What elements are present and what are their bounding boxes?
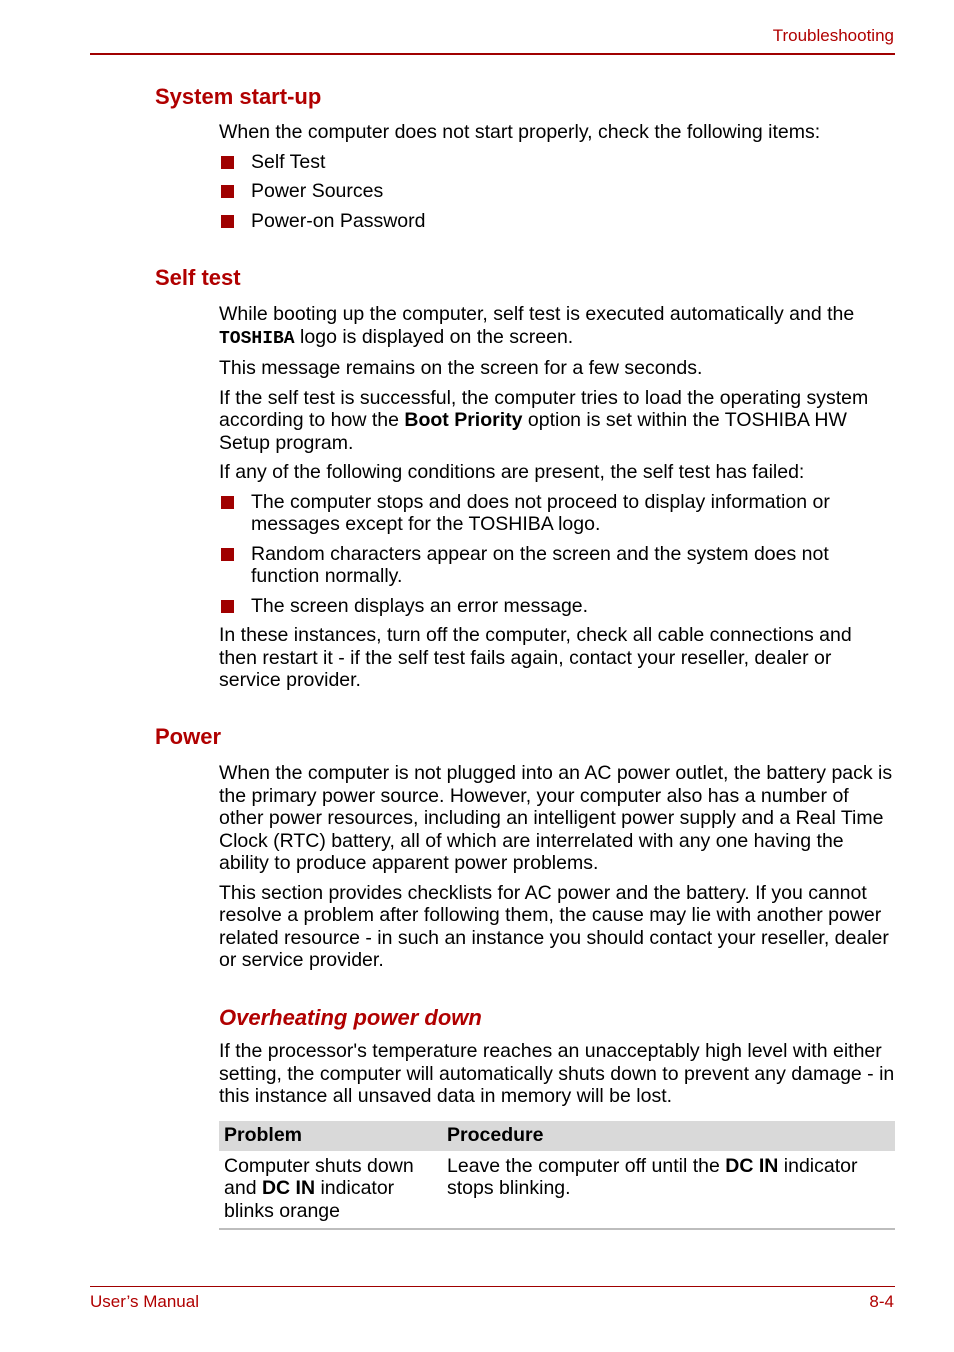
- list-item: Self Test: [219, 151, 895, 174]
- header-section-title: Troubleshooting: [772, 26, 894, 45]
- self-test-section: [219, 303, 895, 699]
- footer-page-number: 8-4: [869, 1292, 894, 1311]
- self-test-paragraph-4: If any of the following conditions are present, the self test has failed:: [219, 461, 805, 483]
- table-row: [219, 1151, 895, 1230]
- table-header-row: [219, 1121, 895, 1151]
- bullet-square-icon: [221, 215, 234, 228]
- list-item: Random characters appear on the screen and the system does not function normally.: [219, 543, 895, 588]
- bullet-square-icon: [221, 600, 234, 613]
- self-test-paragraph-5: In these instances, turn off the computer, check all cable connections and then restart it - if the self test fails again, contact your reseller, dealer or service provider.: [219, 624, 852, 691]
- list-item: Power-on Password: [219, 210, 895, 233]
- self-test-failure-list: [219, 491, 895, 618]
- toshiba-logo-text: TOSHIBA: [219, 328, 295, 349]
- power-paragraph-1: When the computer is not plugged into an AC power outlet, the battery pack is the primary power source. However, your computer also has a number of other power resources, including an intelligent power supply and a Real Time Clock (RTC) battery, all of which are interrelated with any one having the ability to produce apparent power problems.: [219, 762, 893, 874]
- power-paragraph-2: This section provides checklists for AC power and the battery. If you cannot resolve a problem after following them, the cause may lie with another power related resource - in such an instance you should contact your reseller, dealer or service provider.: [219, 881, 889, 971]
- column-header-procedure: Procedure: [442, 1121, 895, 1151]
- heading-self-test: Self test: [155, 265, 241, 290]
- self-test-paragraph-1: While booting up the computer, self test is executed automatically and the TOSHIBA logo is displayed on the screen.: [219, 303, 855, 349]
- self-test-paragraph-3: If the self test is successful, the computer tries to load the operating system according to how the Boot Priority option is set within the TOSHIBA HW Setup program.: [219, 386, 869, 454]
- bullet-square-icon: [221, 185, 234, 198]
- system-startup-list: [219, 151, 895, 233]
- self-test-paragraph-2: This message remains on the screen for a few seconds.: [219, 357, 703, 379]
- bullet-square-icon: [221, 156, 234, 169]
- list-item: The computer stops and does not proceed to display information or messages except for the TOSHIBA logo.: [219, 491, 895, 536]
- list-item: Power Sources: [219, 180, 895, 203]
- cell-procedure: Leave the computer off until the DC IN indicator stops blinking.: [442, 1151, 895, 1230]
- column-header-problem: Problem: [219, 1121, 442, 1151]
- footer-divider: [90, 1286, 895, 1287]
- system-startup-section: [219, 121, 895, 239]
- list-item: The screen displays an error message.: [219, 595, 895, 618]
- bullet-square-icon: [221, 548, 234, 561]
- heading-overheating: Overheating power down: [219, 1005, 482, 1030]
- system-startup-intro: When the computer does not start properly, check the following items:: [219, 121, 821, 143]
- cell-problem: Computer shuts down and DC IN indicator blinks orange: [219, 1151, 442, 1230]
- header-divider: [90, 53, 895, 55]
- footer-manual-title: User’s Manual: [90, 1292, 199, 1311]
- power-section: [219, 762, 895, 979]
- heading-power: Power: [155, 724, 222, 749]
- bullet-square-icon: [221, 496, 234, 509]
- overheating-section: [219, 1040, 895, 1115]
- heading-system-startup: System start-up: [155, 84, 322, 109]
- overheating-paragraph: If the processor's temperature reaches an unacceptably high level with either setting, the computer will automatically shuts down to prevent any damage - in this instance all unsaved data in memory will be lost.: [219, 1040, 895, 1107]
- problem-procedure-table: [219, 1121, 895, 1230]
